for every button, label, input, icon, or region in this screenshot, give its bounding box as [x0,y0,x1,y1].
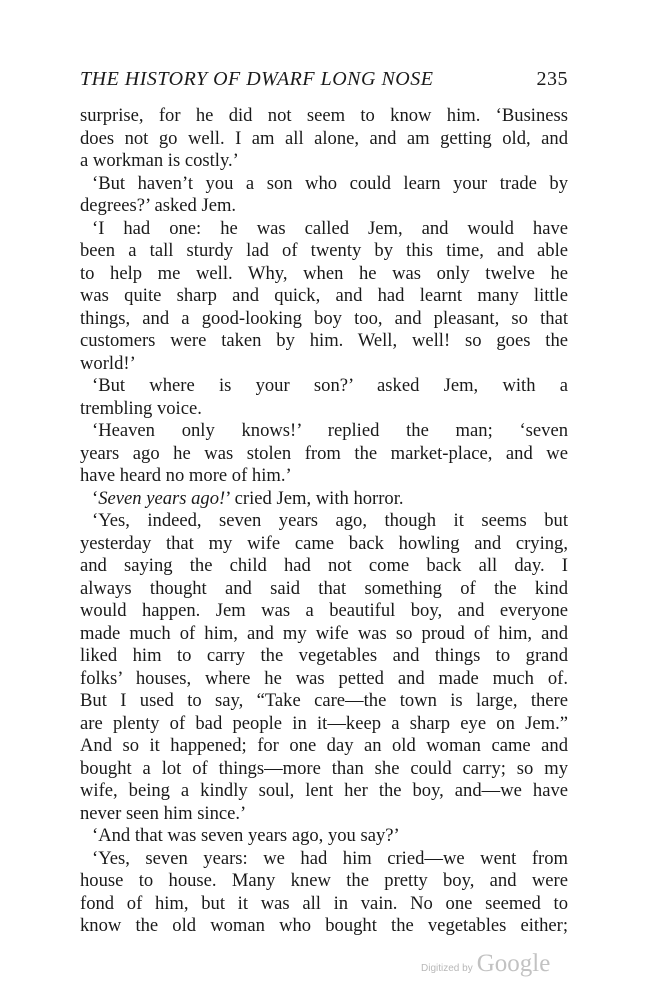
italic-phrase: Seven years ago! [98,487,226,509]
text-line: have heard no more of him.’ [80,465,292,486]
text-line: things, and a good-looking boy too, and pleasant, so that [80,307,568,329]
page-number: 235 [536,68,568,90]
text-line: always thought and said that something of the kind [80,577,568,599]
running-head-title: THE HISTORY OF DWARF LONG NOSE [80,68,434,90]
line-rest: ’ cried Jem, with horror. [225,487,404,509]
text-line: are plenty of bad people in it—keep a sharp eye on Jem.” [80,712,568,734]
text-line: liked him to carry the vegetables and things to grand [80,645,568,666]
text-line: wife, being a kindly soul, lent her the boy, and—we have [80,780,568,801]
body-text [80,105,568,938]
open-quote: ‘ [92,487,99,509]
text-line: made much of him, and my wife was so proud of him, and [80,622,568,644]
running-head [80,68,568,91]
text-line: been a tall sturdy lad of twenty by this time, and able [80,240,568,261]
text-line: ‘But haven’t you a son who could learn your trade by [92,172,568,194]
book-page [80,68,568,938]
text-line-italic [80,488,568,511]
text-line: would happen. Jem was a beautiful boy, and everyone [80,600,568,621]
text-line: degrees?’ asked Jem. [80,195,237,216]
text-line: But I used to say, “Take care—the town is large, there [80,690,568,711]
text-line: ‘But where is your son?’ asked Jem, with a [92,375,568,396]
text-line: to help me well. Why, when he was only twelve he [80,262,568,284]
text-line: years ago he was stolen from the market-place, and we [80,442,568,464]
text-line: house to house. Many knew the pretty boy, and were [80,870,568,891]
digitized-watermark [421,950,550,978]
text-line: ‘I had one: he was called Jem, and would have [92,217,568,239]
text-line: customers were taken by him. Well, well! so goes the [80,330,568,351]
text-line: folks’ houses, where he was petted and made much of. [80,667,568,689]
text-line: ‘Heaven only knows!’ replied the man; ‘seven [92,420,568,441]
text-line: world!’ [80,352,136,374]
google-logo: Google [476,950,551,977]
digitized-by-text: Digitized by [421,963,473,974]
text-line: ‘Yes, seven years: we had him cried—we went from [92,847,568,869]
text-line: know the old woman who bought the vegetables either; [80,915,568,936]
text-line: does not go well. I am all alone, and am getting old, and [80,127,568,149]
text-line: ‘Yes, indeed, seven years ago, though it seems but [92,510,568,531]
text-line: and saying the child had not come back all day. I [80,555,568,576]
text-line: surprise, for he did not seem to know him. ‘Business [80,105,568,126]
text-line: was quite sharp and quick, and had learnt many little [80,285,568,306]
text-line: And so it happened; for one day an old woman came and [80,735,568,756]
text-line: yesterday that my wife came back howling and crying, [80,532,568,554]
text-line: trembling voice. [80,397,202,419]
text-line: a workman is costly.’ [80,150,239,171]
text-line: ‘And that was seven years ago, you say?’ [92,825,400,846]
text-line: fond of him, but it was all in vain. No one seemed to [80,892,568,914]
text-line: bought a lot of things—more than she could carry; so my [80,757,568,779]
text-line: never seen him since.’ [80,802,247,824]
